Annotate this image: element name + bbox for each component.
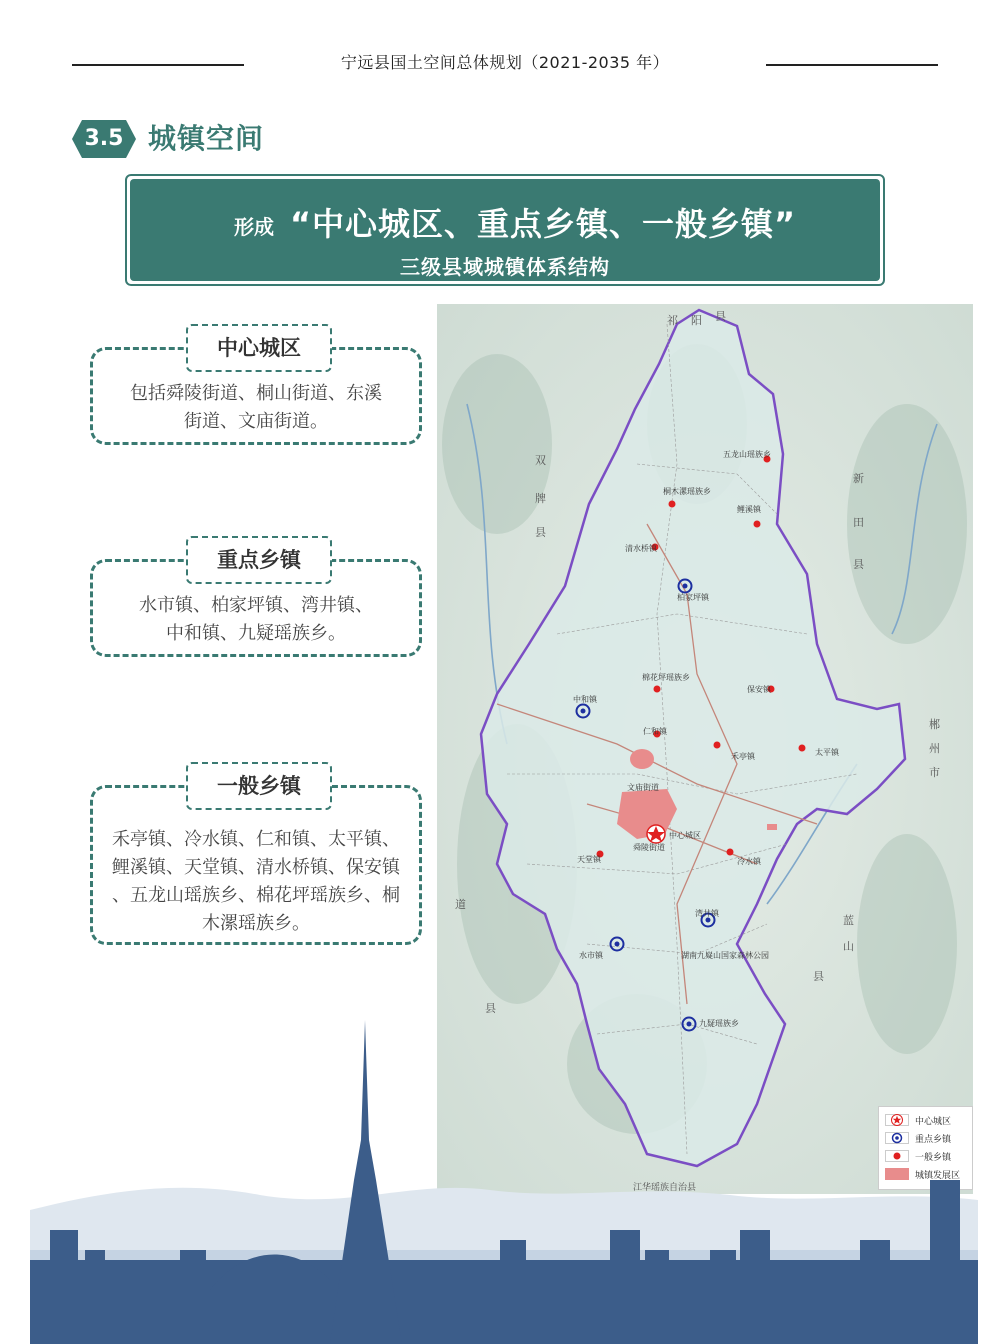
svg-text:柏家坪镇: 柏家坪镇 (677, 593, 709, 602)
box-line: 鲤溪镇、天堂镇、清水桥镇、保安镇 (112, 857, 400, 878)
svg-text:田: 田 (853, 516, 864, 529)
banner-subtitle: 三级县域城镇体系结构 (400, 255, 610, 279)
svg-text:清水桥镇: 清水桥镇 (625, 544, 657, 553)
svg-text:中和镇: 中和镇 (573, 695, 597, 704)
svg-text:阳: 阳 (691, 314, 702, 327)
svg-text:禾亭镇: 禾亭镇 (731, 752, 755, 761)
svg-text:舜陵街道: 舜陵街道 (633, 843, 665, 852)
banner-prefix: 形成 (234, 215, 274, 239)
svg-text:桐木漯瑶族乡: 桐木漯瑶族乡 (663, 487, 711, 496)
svg-text:湖南九嶷山国家森林公园: 湖南九嶷山国家森林公园 (681, 951, 769, 960)
svg-text:九疑瑶族乡: 九疑瑶族乡 (699, 1019, 739, 1028)
svg-text:鲤溪镇: 鲤溪镇 (737, 505, 761, 514)
svg-text:冷水镇: 冷水镇 (737, 857, 761, 866)
section-number: 3.5 (84, 126, 124, 151)
svg-text:道: 道 (455, 898, 466, 911)
svg-text:湾井镇: 湾井镇 (695, 909, 719, 918)
box-line: 包括舜陵街道、桐山街道、东溪 (130, 383, 382, 404)
box-line: 禾亭镇、冷水镇、仁和镇、太平镇、 (112, 829, 400, 850)
svg-text:牌: 牌 (535, 492, 546, 505)
svg-text:文庙街道: 文庙街道 (627, 783, 659, 792)
svg-text:太平镇: 太平镇 (815, 748, 839, 757)
svg-text:中心城区: 中心城区 (669, 831, 701, 840)
key-towns-label: 重点乡镇 (186, 536, 332, 584)
legend-label: 一般乡镇 (915, 1152, 952, 1163)
central-urban-label: 中心城区 (186, 324, 332, 372)
box-line: 中和镇、九疑瑶族乡。 (166, 623, 346, 644)
svg-text:水市镇: 水市镇 (579, 951, 603, 960)
box-line: 木漯瑶族乡。 (202, 913, 310, 934)
structure-banner (125, 174, 885, 286)
svg-text:棉花坪瑶族乡: 棉花坪瑶族乡 (642, 673, 690, 682)
svg-text:州: 州 (929, 742, 940, 755)
svg-text:祁: 祁 (667, 314, 678, 327)
header-rule-left (72, 64, 244, 66)
svg-text:保安镇: 保安镇 (747, 685, 771, 694)
legend-label: 中心城区 (915, 1116, 952, 1127)
svg-text:五龙山瑶族乡: 五龙山瑶族乡 (723, 450, 771, 459)
box-line: 水市镇、柏家坪镇、湾井镇、 (139, 595, 373, 616)
svg-text:天堂镇: 天堂镇 (577, 855, 601, 864)
box-line: 、五龙山瑶族乡、棉花坪瑶族乡、桐 (112, 885, 400, 906)
svg-text:县: 县 (853, 558, 864, 571)
svg-text:新: 新 (853, 472, 864, 485)
city-skyline-illustration (30, 980, 978, 1344)
svg-text:县: 县 (813, 970, 824, 983)
banner-main-title: “中心城区、重点乡镇、一般乡镇” (290, 205, 797, 243)
svg-text:江华瑶族自治县: 江华瑶族自治县 (633, 1183, 697, 1193)
svg-text:蓝: 蓝 (843, 914, 854, 927)
legend-label: 重点乡镇 (915, 1134, 952, 1145)
svg-text:山: 山 (843, 940, 854, 953)
svg-text:市: 市 (929, 766, 940, 779)
svg-text:仁和镇: 仁和镇 (643, 727, 667, 736)
svg-text:双: 双 (535, 454, 546, 467)
header-rule-right (766, 64, 938, 66)
svg-text:县: 县 (715, 310, 726, 323)
svg-text:县: 县 (535, 526, 546, 539)
svg-text:郴: 郴 (929, 718, 940, 731)
general-towns-label: 一般乡镇 (186, 762, 332, 810)
section-title: 城镇空间 (148, 122, 265, 155)
legend-label: 城镇发展区 (915, 1170, 961, 1181)
box-line: 街道、文庙街道。 (184, 411, 328, 432)
document-title: 宁远县国土空间总体规划（2021-2035 年） (340, 53, 670, 72)
svg-text:县: 县 (485, 1002, 496, 1015)
